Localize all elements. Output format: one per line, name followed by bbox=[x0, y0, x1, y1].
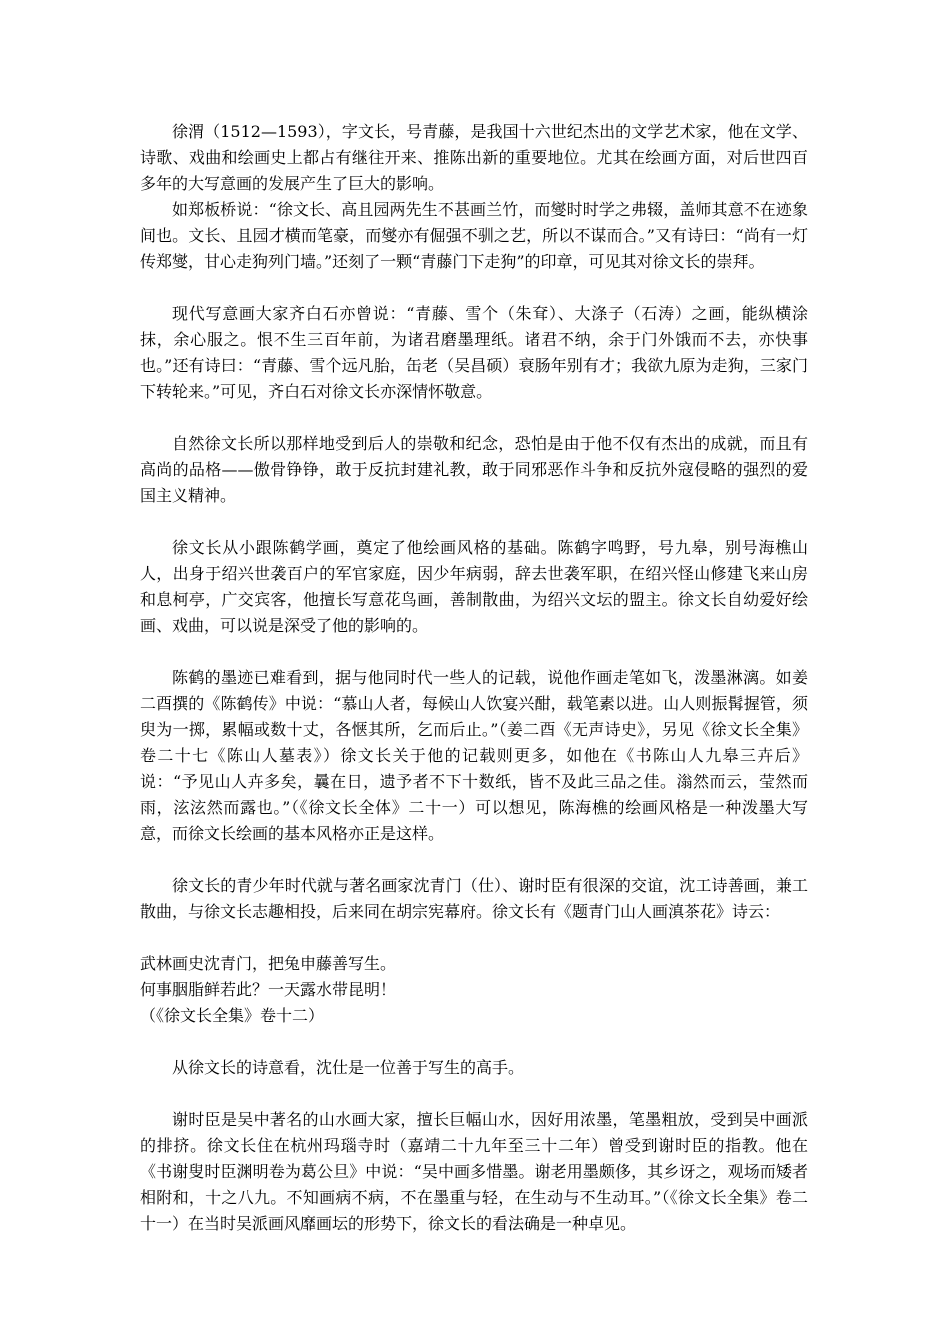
paragraph-intro: 徐渭（1512—1593），字文长，号青藤，是我国十六世纪杰出的文学艺术家，他在文学、诗歌、戏曲和绘画史上都占有继往开来、推陈出新的重要地位。尤其在绘画方面，对后世四百多年的大写意画的发展产生了巨大的影响。 bbox=[140, 122, 808, 193]
paragraph-character: 自然徐文长所以那样地受到后人的崇敬和纪念，恐怕是由于他不仅有杰出的成就，而且有高尚的品格——傲骨铮铮，敢于反抗封建礼教，敢于同邪恶作斗争和反抗外寇侵略的强烈的爱国主义精神。 bbox=[140, 434, 808, 505]
paragraph-zheng-banqiao: 如郑板桥说：“徐文长、高且园两先生不甚画兰竹，而燮时时学之弗辍，盖师其意不在迹象间也。文长、且园才横而笔豪，而燮亦有倔强不驯之艺，所以不谋而合。”又有诗曰：“尚有一灯传郑燮，甘心走狗列门墙。”还刻了一颗“青藤门下走狗”的印章，可见其对徐文长的崇拜。 bbox=[140, 200, 808, 271]
poem-line: 武林画史沈青门，把兔申藤善写生。 bbox=[140, 954, 397, 973]
paragraph-xie-shichen: 谢时臣是吴中著名的山水画大家，擅长巨幅山水，因好用浓墨，笔墨粗放，受到吴中画派的排挤。徐文长住在杭州玛瑙寺时（嘉靖二十九年至三十二年）曾受到谢时臣的指教。他在《书谢叟时臣渊明卷为葛公旦》中说：“吴中画多惜墨。谢老用墨颇侈，其乡讶之，观场而矮者相附和，十之八九。不知画病不病，不在墨重与轻，在生动与不生动耳。”（《徐文长全集》卷二十一）在当时吴派画风靡画坛的形势下，徐文长的看法确是一种卓见。 bbox=[140, 1110, 808, 1233]
paragraph-chen-he: 徐文长从小跟陈鹤学画，奠定了他绘画风格的基础。陈鹤字鸣野，号九皋，别号海樵山人，出身于绍兴世袭百户的军官家庭，因少年病弱，辞去世袭军职，在绍兴怪山修建飞来山房和息柯亭，广交宾客，他擅长写意花鸟画，善制散曲，为绍兴文坛的盟主。徐文长自幼爱好绘画、戏曲，可以说是深受了他的影响的。 bbox=[140, 538, 808, 635]
poem-line: 何事胭脂鲜若此？一天露水带昆明！ bbox=[140, 980, 397, 999]
paragraph-chen-he-ink: 陈鹤的墨迹已难看到，据与他同时代一些人的记载，说他作画走笔如飞，泼墨淋漓。如姜二酉撰的《陈鹤传》中说：“慕山人者，每候山人饮宴兴酣，载笔素以进。山人则振髯握管，须臾为一掷，累幅或数十丈，各惬其所，乞而后止。”（姜二酉《无声诗史》，另见《徐文长全集》卷二十七《陈山人墓表》）徐文长关于他的记载则更多，如他在《书陈山人九皋三卉后》说：“予见山人卉多矣，曩在日，遗予者不下十数纸，皆不及此三品之佳。滃然而云，莹然而雨，泫泫然而露也。”（《徐文长全体》二十一）可以想见，陈海樵的绘画风格是一种泼墨大写意，而徐文长绘画的基本风格亦正是这样。 bbox=[140, 668, 808, 843]
poem-block bbox=[140, 951, 808, 1029]
paragraph-shen-qingmen: 徐文长的青少年时代就与著名画家沈青门（仕）、谢时臣有很深的交谊，沈工诗善画，兼工散曲，与徐文长志趣相投，后来同在胡宗宪幕府。徐文长有《题青门山人画滇茶花》诗云： bbox=[140, 876, 808, 921]
document-body bbox=[140, 119, 808, 1237]
paragraph-shen-shi: 从徐文长的诗意看，沈仕是一位善于写生的高手。 bbox=[172, 1058, 525, 1077]
poem-source: （《徐文长全集》卷十二） bbox=[140, 1006, 325, 1025]
paragraph-qi-baishi: 现代写意画大家齐白石亦曾说：“青藤、雪个（朱耷）、大涤子（石涛）之画，能纵横涂抹，余心服之。恨不生三百年前，为诸君磨墨理纸。诸君不纳，余于门外饿而不去，亦快事也。”还有诗曰：“青藤、雪个远凡胎，缶老（吴昌硕）衰肠年别有才；我欲九原为走狗，三家门下转轮来。”可见，齐白石对徐文长亦深情怀敬意。 bbox=[140, 304, 808, 401]
